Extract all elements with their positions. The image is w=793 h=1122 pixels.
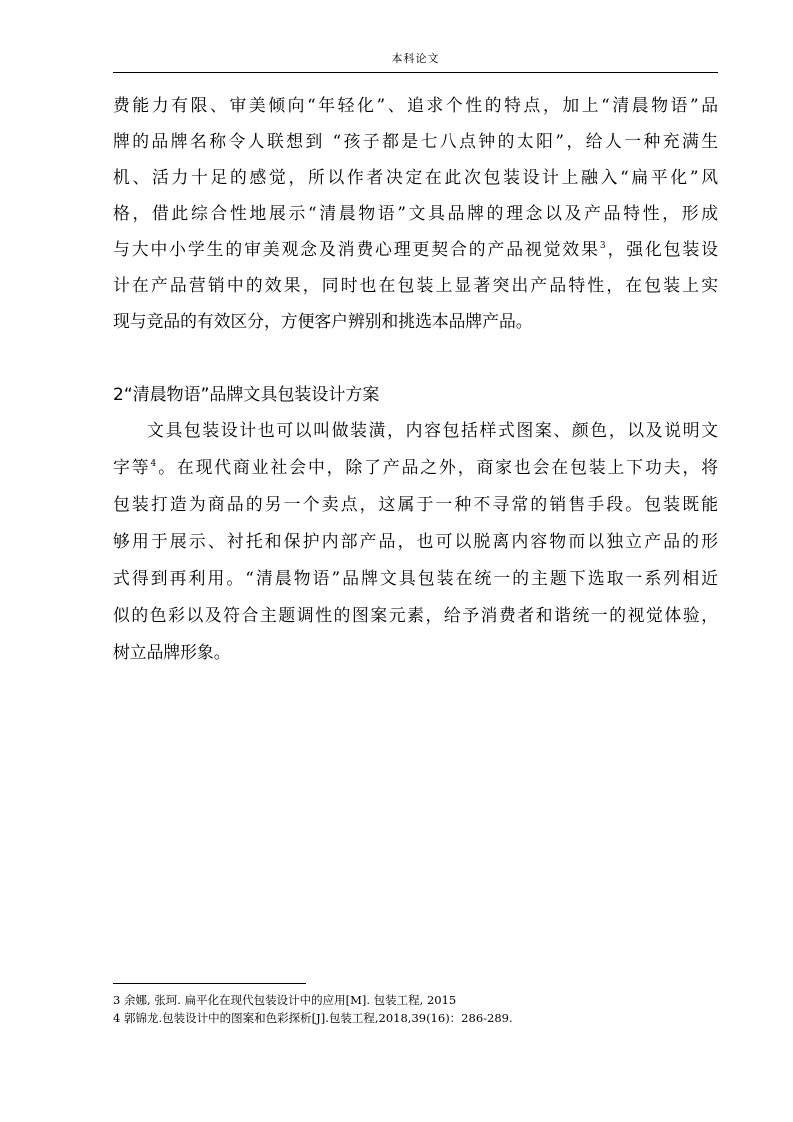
line-text: 与大中小学生的审美观念及消费心理更契合的产品视觉效果 [113,239,600,259]
paragraph-line [113,239,718,259]
page-header: 本科论文 [391,52,440,65]
paragraph-line: 树立品牌形象。 [113,642,231,662]
paragraph-line: 式得到再利用。“清晨物语”品牌文具包装在统一的主题下选取一系列相近 [113,568,718,588]
line-text: 。在现代商业社会中，除了产品之外，商家也会在包装上下功夫，将 [156,457,718,477]
paragraph-line [113,457,718,477]
paragraph-line: 现与竞品的有效区分，方便客户辨别和挑选本品牌产品。 [113,311,533,331]
footnote-ref-3: 3 [599,241,606,251]
line-text: ，强化包装设 [605,239,718,259]
paragraph-line: 包装打造为商品的另一个卖点，这属于一种不寻常的销售手段。包装既能 [113,494,718,514]
footnote-3: 3 余娜, 张珂. 扁平化在现代包装设计中的应用[M]. 包装工程, 2015 [113,993,457,1007]
footnote-rule [113,983,306,984]
paragraph-line: 费能力有限、审美倾向“年轻化”、追求个性的特点，加上“清晨物语”品 [113,95,718,115]
paragraph-line: 文具包装设计也可以叫做装潢，内容包括样式图案、颜色，以及说明文 [147,420,718,440]
footnote-ref-4: 4 [150,459,157,469]
paragraph-line: 够用于展示、衬托和保护内部产品，也可以脱离内容物而以独立产品的形 [113,531,718,551]
paragraph-line: 计在产品营销中的效果，同时也在包装上显著突出产品特性，在包装上实 [113,275,718,295]
paragraph-line: 牌的品牌名称令人联想到 “孩子都是七八点钟的太阳”，给人一种充满生 [113,131,718,151]
paragraph-line: 似的色彩以及符合主题调性的图案元素，给予消费者和谐统一的视觉体验， [113,605,718,625]
section-heading: 2“清晨物语”品牌文具包装设计方案 [113,385,380,405]
footnote-4: 4 郭锦龙.包装设计中的图案和色彩探析[J].包装工程,2018,39(16)：286-289. [113,1011,513,1025]
paragraph-line: 机、活力十足的感觉，所以作者决定在此次包装设计上融入“扁平化”风 [113,167,718,187]
header-rule [113,72,718,73]
paragraph-line: 格，借此综合性地展示“清晨物语”文具品牌的理念以及产品特性，形成 [113,203,718,223]
line-text: 字等 [113,457,151,477]
